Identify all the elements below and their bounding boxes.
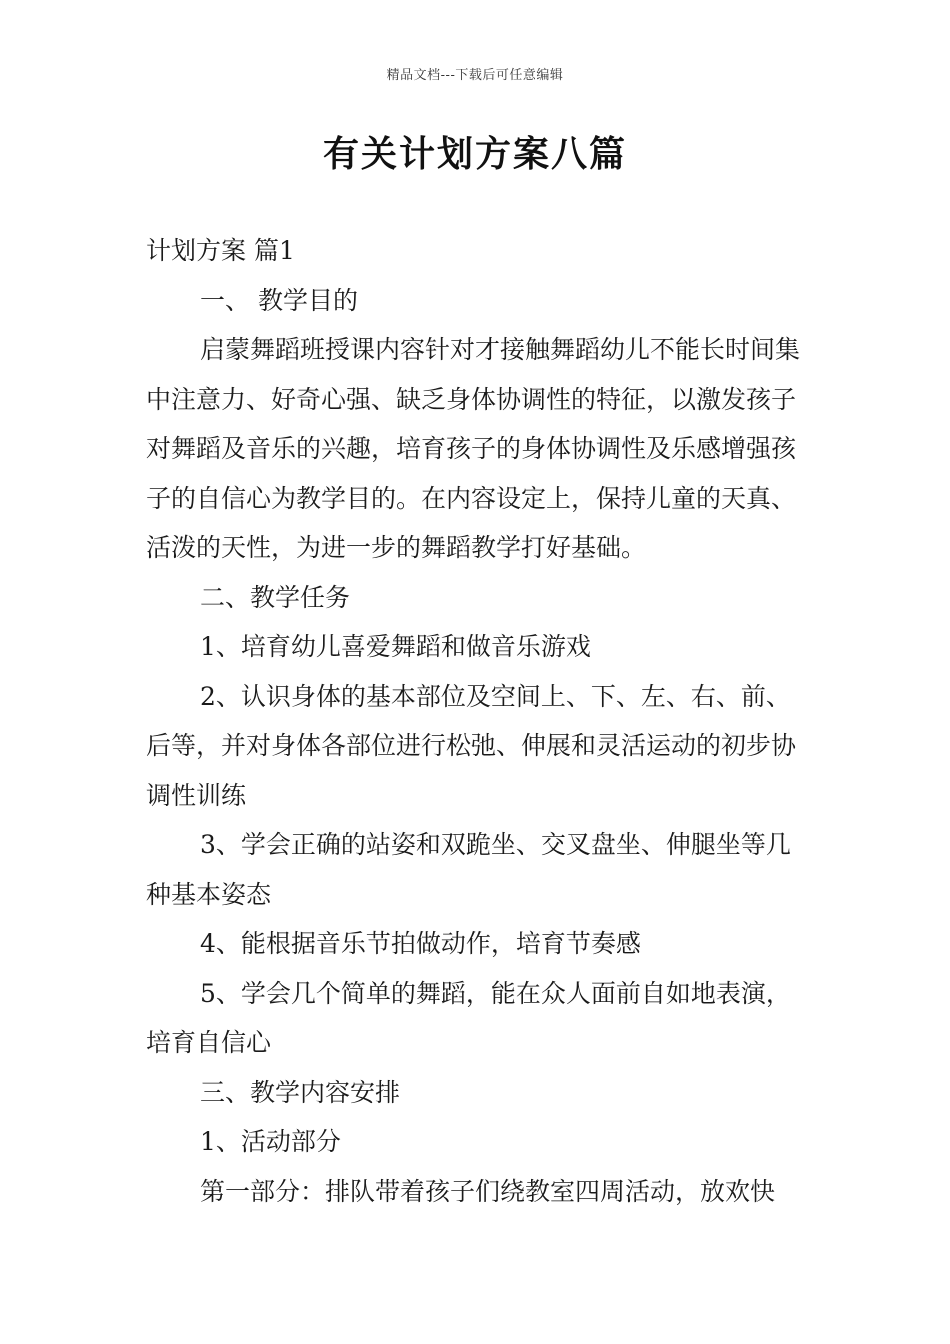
task-item-1: 1、培育幼儿喜爱舞蹈和做音乐游戏 xyxy=(200,632,591,661)
subheading-activity-part: 1、活动部分 xyxy=(200,1127,341,1156)
heading-teaching-purpose: 一、 教学目的 xyxy=(200,285,358,315)
document-title: 有关计划方案八篇 xyxy=(322,134,627,175)
section-heading-plan-1: 计划方案 篇1 xyxy=(146,236,295,265)
task-item-2: 2、认识身体的基本部位及空间上、下、左、右、前、后等，并对身体各部位进行松弛、伸展和灵活运动的初步协调性训练 xyxy=(146,681,797,810)
task-item-4: 4、能根据音乐节拍做动作，培育节奏感 xyxy=(200,929,641,958)
heading-teaching-tasks: 二、教学任务 xyxy=(200,582,351,612)
task-item-3: 3、学会正确的站姿和双跪坐、交叉盘坐、伸腿坐等几种基本姿态 xyxy=(146,830,791,909)
document-body xyxy=(146,226,810,1216)
task-item-5: 5、学会几个简单的舞蹈，能在众人面前自如地表演，培育自信心 xyxy=(146,978,791,1057)
paragraph-purpose: 启蒙舞蹈班授课内容针对才接触舞蹈幼儿不能长时间集中注意力、好奇心强、缺乏身体协调性的特征，以激发孩子对舞蹈及音乐的兴趣，培育孩子的身体协调性及乐感增强孩子的自信心为教学目的。在内容设定上，保持儿童的天真、活泼的天性，为进一步的舞蹈教学打好基础。 xyxy=(146,335,801,562)
heading-content-arrangement: 三、教学内容安排 xyxy=(200,1077,401,1107)
header-note: 精品文档---下载后可任意编辑 xyxy=(386,68,564,83)
paragraph-first-part: 第一部分：排队带着孩子们绕教室四周活动，放欢快 xyxy=(200,1176,776,1206)
